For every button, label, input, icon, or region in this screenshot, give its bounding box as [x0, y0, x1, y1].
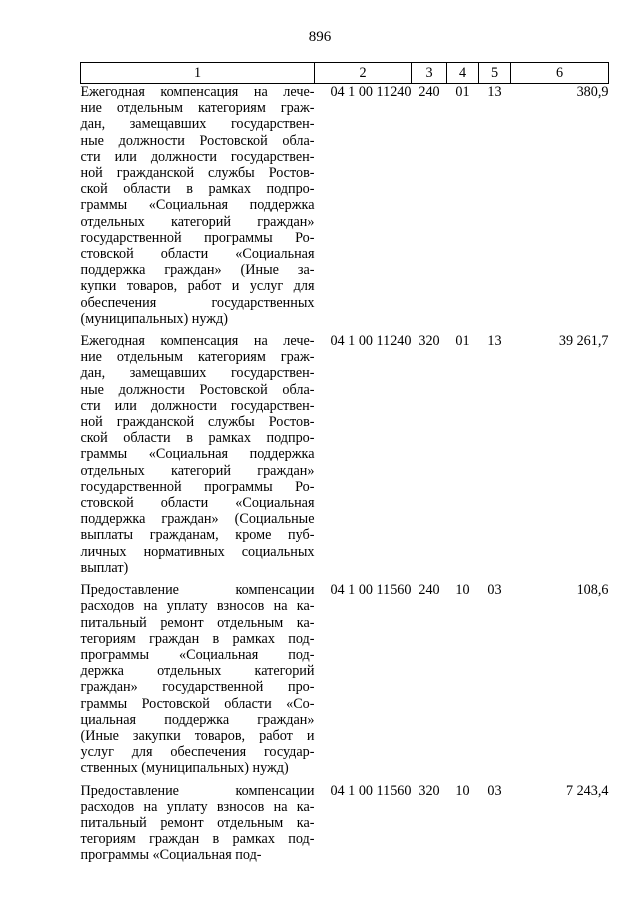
header-col-3: 3	[412, 63, 447, 84]
description-line: сти или должности государствен-	[80, 148, 315, 165]
description-line: дан, замещавших государствен-	[80, 116, 315, 133]
description-line: личных нормативных социальных	[80, 543, 315, 560]
row-pr: 13	[487, 84, 502, 100]
description-line: государственной программы Ро-	[80, 478, 315, 495]
table-row	[81, 777, 609, 864]
description-line: граждан» государственной про-	[80, 679, 315, 696]
row-vr: 320	[418, 782, 440, 799]
description-line: Предоставление компенсации	[80, 782, 315, 799]
row-amount: 380,9	[576, 84, 609, 100]
description-line: ные должности Ростовской обла-	[80, 132, 315, 149]
description-line: купки товаров, работ и услуг для	[80, 278, 315, 295]
description-line: Ежегодная компенсация на лече-	[80, 84, 315, 100]
header-col-1: 1	[81, 63, 315, 84]
table-row	[81, 576, 609, 776]
description-line: отдельных категорий граждан»	[80, 462, 315, 479]
description-line: граммы «Социальная поддержка	[80, 446, 315, 463]
description-line: тегориям граждан в рамках под-	[80, 630, 315, 647]
description-line: питальный ремонт отдельным ка-	[80, 614, 315, 631]
description-line: сти или должности государствен-	[80, 397, 315, 414]
row-rz: 01	[455, 84, 470, 100]
row-pr: 03	[487, 782, 502, 799]
header-col-4: 4	[447, 63, 479, 84]
description-line: государственной программы Ро-	[80, 229, 315, 246]
description-line: расходов на уплату взносов на ка-	[80, 798, 315, 815]
table-header-row	[81, 63, 609, 84]
description-line: ной гражданской службы Ростов-	[80, 414, 315, 431]
row-description	[81, 327, 315, 576]
description-line: ской области в рамках подпро-	[80, 181, 315, 198]
description-line: расходов на уплату взносов на ка-	[80, 598, 315, 615]
row-vr: 240	[418, 84, 440, 100]
description-line: выплаты гражданам, кроме пуб-	[80, 527, 315, 544]
description-line: программы «Социальная под-	[80, 646, 315, 663]
header-col-5: 5	[479, 63, 511, 84]
description-line: услуг для обеспечения государ-	[80, 744, 315, 761]
description-line: поддержка граждан» (Социальные	[80, 511, 315, 528]
description-line: держка отдельных категорий	[80, 663, 315, 680]
row-rz: 10	[455, 582, 470, 599]
description-line: стовской области «Социальная	[80, 495, 315, 512]
description-line: ской области в рамках подпро-	[80, 430, 315, 447]
row-description	[81, 576, 315, 776]
description-line: обеспечения государственных	[80, 294, 315, 311]
header-col-2: 2	[315, 63, 412, 84]
description-line: ные должности Ростовской обла-	[80, 381, 315, 398]
description-line: ние отдельным категориям граж-	[80, 100, 315, 117]
description-line: (Иные закупки товаров, работ и	[80, 727, 315, 744]
row-rz: 10	[455, 782, 470, 799]
row-rz: 01	[455, 333, 470, 350]
budget-table	[80, 62, 609, 864]
description-line: программы «Социальная под-	[80, 847, 262, 864]
description-line: Ежегодная компенсация на лече-	[80, 333, 315, 350]
row-amount: 7 243,4	[565, 782, 609, 799]
description-line: (муниципальных) нужд)	[80, 310, 228, 327]
row-vr: 320	[418, 333, 440, 350]
description-line: выплат)	[80, 559, 129, 576]
description-line: граммы «Социальная поддержка	[80, 197, 315, 214]
description-line: ние отдельным категориям граж-	[80, 349, 315, 366]
row-amount: 108,6	[576, 582, 609, 599]
row-code: 04 1 00 11240	[330, 84, 412, 100]
description-line: Предоставление компенсации	[80, 582, 315, 599]
table-row	[81, 84, 609, 328]
description-line: циальная поддержка граждан»	[80, 711, 315, 728]
row-code: 04 1 00 11560	[330, 582, 412, 599]
description-line: дан, замещавших государствен-	[80, 365, 315, 382]
header-col-6: 6	[511, 63, 609, 84]
description-line: тегориям граждан в рамках под-	[80, 831, 315, 848]
description-line: стовской области «Социальная	[80, 246, 315, 263]
table-row	[81, 327, 609, 576]
description-line: отдельных категорий граждан»	[80, 213, 315, 230]
description-line: ной гражданской службы Ростов-	[80, 165, 315, 182]
description-line: граммы Ростовской области «Со-	[80, 695, 315, 712]
page-number: 896	[308, 29, 332, 45]
description-line: поддержка граждан» (Иные за-	[80, 262, 315, 279]
row-code: 04 1 00 11560	[330, 782, 412, 799]
row-amount: 39 261,7	[558, 333, 609, 350]
row-pr: 03	[487, 582, 502, 599]
row-vr: 240	[418, 582, 440, 599]
description-line: питальный ремонт отдельным ка-	[80, 814, 315, 831]
row-description	[81, 84, 315, 328]
description-line: ственных (муниципальных) нужд)	[80, 760, 289, 777]
row-pr: 13	[487, 333, 502, 350]
row-description	[81, 777, 315, 864]
row-code: 04 1 00 11240	[330, 333, 412, 350]
